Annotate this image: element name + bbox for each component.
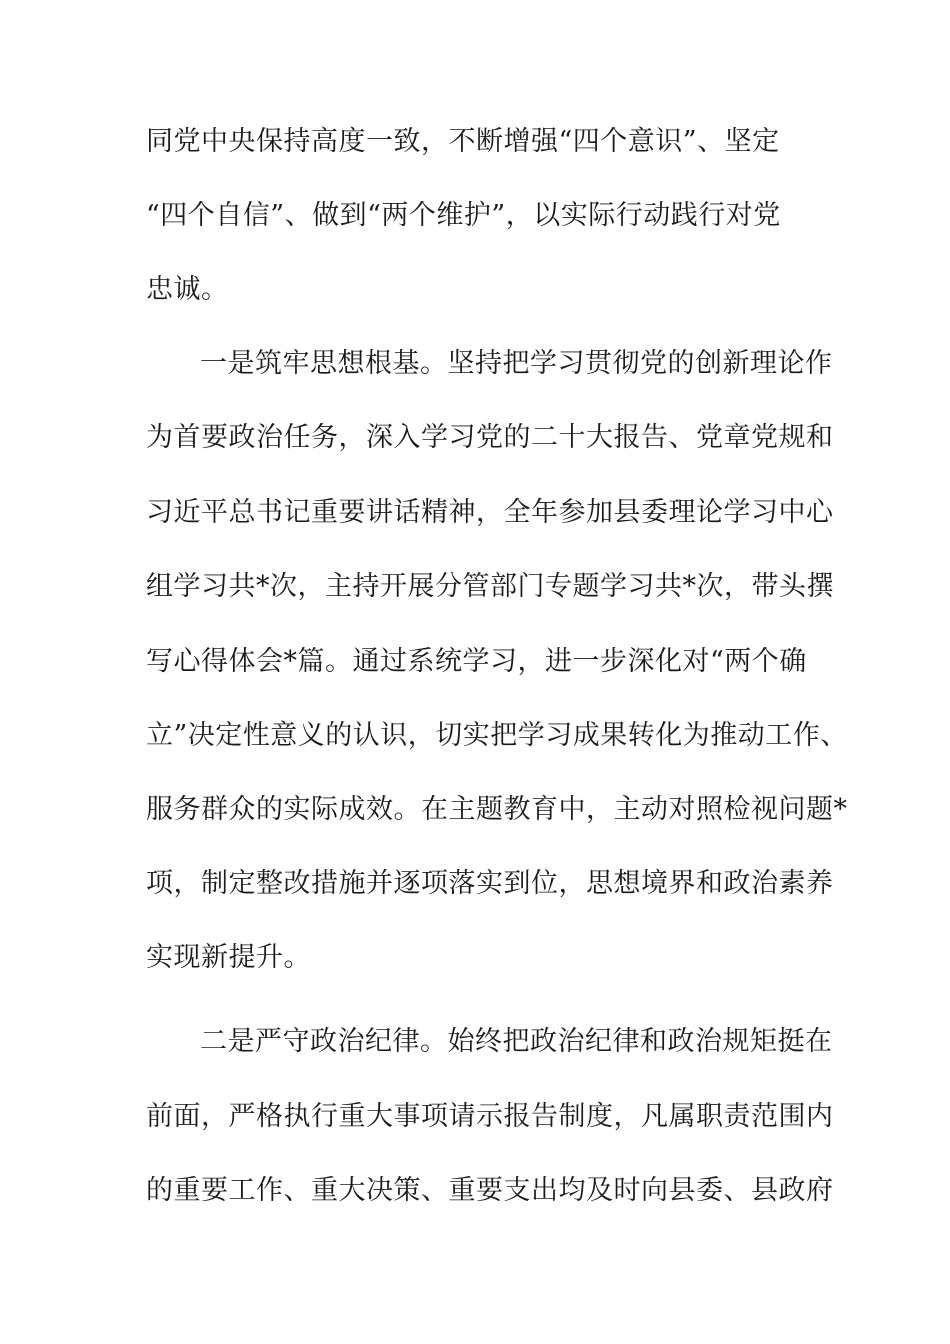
paragraph-start-line: 一是筑牢思想根基。坚持把学习贯彻党的创新理论作 bbox=[200, 348, 833, 379]
text-line: 项，制定整改措施并逐项落实到位，思想境界和政治素养 bbox=[146, 868, 834, 899]
text-line: 同党中央保持高度一致，不断增强“四个意识”、坚定 bbox=[146, 126, 780, 157]
text-line: 为首要政治任务，深入学习党的二十大报告、党章党规和 bbox=[146, 422, 834, 453]
text-line: 习近平总书记重要讲话精神，全年参加县委理论学习中心 bbox=[146, 497, 834, 528]
text-line: 立”决定性意义的认识，切实把学习成果转化为推动工作、 bbox=[146, 720, 848, 751]
text-line: 写心得体会*篇。通过系统学习，进一步深化对“两个确 bbox=[146, 646, 807, 677]
text-line: “四个自信”、做到“两个维护”，以实际行动践行对党 bbox=[146, 200, 781, 231]
paragraph-start-line: 二是严守政治纪律。始终把政治纪律和政治规矩挺在 bbox=[200, 1026, 833, 1057]
text-line: 服务群众的实际成效。在主题教育中，主动对照检视问题* bbox=[146, 794, 848, 825]
text-line: 组学习共*次，主持开展分管部门专题学习共*次，带头撰 bbox=[146, 571, 834, 602]
text-line: 的重要工作、重大决策、重要支出均及时向县委、县政府 bbox=[146, 1175, 834, 1206]
text-line: 实现新提升。 bbox=[146, 942, 311, 973]
text-line: 忠诚。 bbox=[146, 274, 229, 305]
text-line: 前面，严格执行重大事项请示报告制度，凡属职责范围内 bbox=[146, 1101, 834, 1132]
